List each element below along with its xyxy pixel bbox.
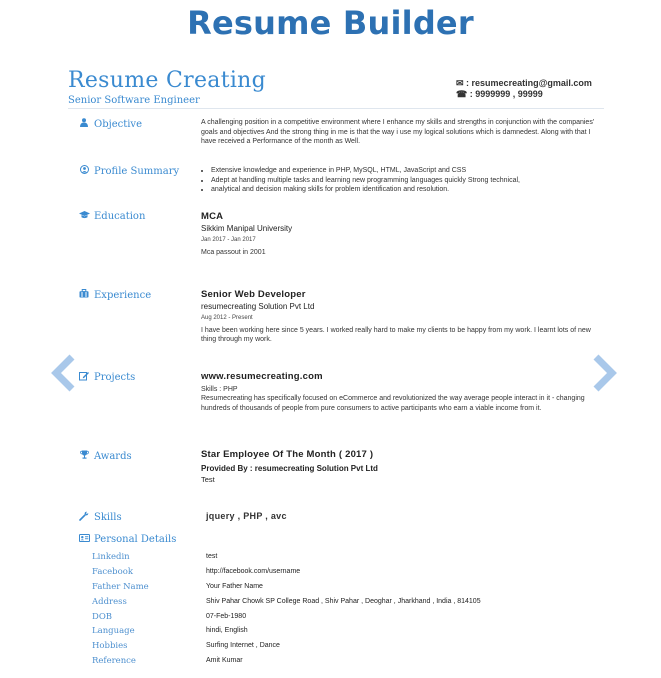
phone-text: ☎ : 9999999 , 99999: [456, 89, 543, 99]
graduation-cap-icon: [78, 211, 90, 222]
personal-value-dob: 07-Feb-1980: [206, 613, 247, 620]
contact-block: [456, 78, 592, 100]
personal-value-father-name: Your Father Name: [206, 583, 263, 590]
project-skills: Skills : PHP: [201, 385, 238, 393]
profile-item: • Extensive knowledge and experience in PHP, MySQL, HTML, JavaScript and CSS: [211, 166, 603, 176]
section-education-title: Education: [94, 211, 146, 222]
personal-label-hobbies: Hobbies: [92, 641, 128, 651]
profile-item: • analytical and decision making skills for problem identification and resolution.: [211, 185, 603, 195]
personal-value-language: hindi, English: [206, 627, 248, 634]
section-skills-heading: [78, 511, 122, 524]
objective-text: A challenging position in a competitive environment where I enhance my skills and strengths in conjunction with the companies' goals and objectives And the strong thing in me is that the way i use my logical solutions which is damnedest. Along with that I have received a Performance of the month as Well.: [201, 119, 595, 146]
project-name: www.resumecreating.com: [201, 371, 323, 382]
personal-label-father-name: Father Name: [92, 582, 149, 592]
section-awards-title: Awards: [94, 450, 132, 462]
experience-company: resumecreating Solution Pvt Ltd: [201, 301, 315, 311]
profile-icon: [78, 165, 90, 177]
wrench-icon: [78, 511, 90, 524]
section-objective-heading: [78, 118, 142, 130]
personal-label-linkedin: Linkedin: [92, 552, 130, 562]
briefcase-icon: [78, 289, 90, 301]
project-entry: [201, 372, 603, 413]
section-awards-heading: [78, 450, 132, 462]
section-skills-title: Skills: [94, 512, 122, 523]
email-text: ✉ : resumecreating@gmail.com: [456, 78, 592, 88]
experience-text: I have been working here since 5 years. I worked really hard to make my clients to be happy from my work. I learnt lots of new thing through my work.: [201, 326, 591, 344]
personal-label-facebook: Facebook: [92, 567, 134, 577]
edit-icon: [78, 371, 90, 384]
education-degree: MCA: [201, 211, 224, 222]
resume-name: Resume Creating: [68, 68, 267, 93]
personal-value-linkedin: test: [206, 553, 218, 560]
personal-label-reference: Reference: [92, 656, 136, 666]
section-experience-heading: [78, 289, 151, 301]
section-projects-heading: [78, 371, 135, 384]
next-slide-button[interactable]: [590, 353, 618, 393]
section-experience-title: Experience: [94, 289, 152, 301]
section-personal-title: Personal Details: [94, 534, 177, 545]
project-text: Resumecreating has specifically focused on eCommerce and revolutionized the way average people interact in it - changing hundreds of thousands of people from pure consumers to active participants who earn a viable income from it.: [201, 395, 585, 412]
email-row: [456, 78, 592, 89]
experience-date: Aug 2012 - Present: [201, 315, 253, 322]
section-education-heading: [78, 211, 145, 222]
award-name: Star Employee Of The Month ( 2017 ): [201, 449, 374, 460]
personal-value-hobbies: Surfing Internet , Dance: [206, 642, 280, 649]
personal-value-facebook: http://facebook.com/username: [206, 568, 301, 575]
personal-value-address: Shiv Pahar Chowk SP College Road , Shiv Pahar , Deoghar , Jharkhand , India , 814105: [206, 598, 481, 605]
experience-position: Senior Web Developer: [201, 289, 306, 300]
profile-list: [201, 166, 603, 195]
phone-row: [456, 89, 592, 100]
page-title: Resume Builder: [187, 4, 474, 42]
chevron-right-icon: [590, 353, 618, 393]
experience-entry: [201, 290, 603, 345]
prev-slide-button[interactable]: [50, 353, 78, 393]
personal-label-address: Address: [92, 597, 127, 607]
education-date: Jan 2017 - Jan 2017: [201, 237, 256, 244]
section-projects-title: Projects: [94, 372, 136, 383]
section-profile-heading: [78, 165, 179, 177]
chevron-left-icon: [50, 353, 78, 393]
section-personal-heading: [78, 534, 176, 545]
skills-list: jquery , PHP , avc: [206, 511, 287, 521]
header-divider: [68, 108, 604, 109]
trophy-icon: [78, 450, 90, 462]
education-note: Mca passout in 2001: [201, 248, 266, 256]
award-provider: Provided By : resumecreating Solution Pvt Ltd: [201, 463, 378, 473]
user-icon: [78, 118, 90, 130]
award-note: Test: [201, 475, 215, 485]
section-profile-title: Profile Summary: [94, 165, 180, 177]
personal-label-dob: DOB: [92, 612, 113, 622]
profile-item: • Adept at handling multiple tasks and learning new programming languages quickly Strong technical,: [211, 176, 603, 186]
education-entry: [201, 212, 603, 257]
personal-label-language: Language: [92, 626, 135, 636]
id-card-icon: [78, 534, 90, 545]
award-entry: [201, 450, 603, 485]
personal-value-reference: Amit Kumar: [206, 657, 243, 664]
education-school: Sikkim Manipal University: [201, 223, 293, 233]
resume-role: Senior Software Engineer: [68, 95, 200, 106]
section-objective-title: Objective: [94, 118, 143, 130]
